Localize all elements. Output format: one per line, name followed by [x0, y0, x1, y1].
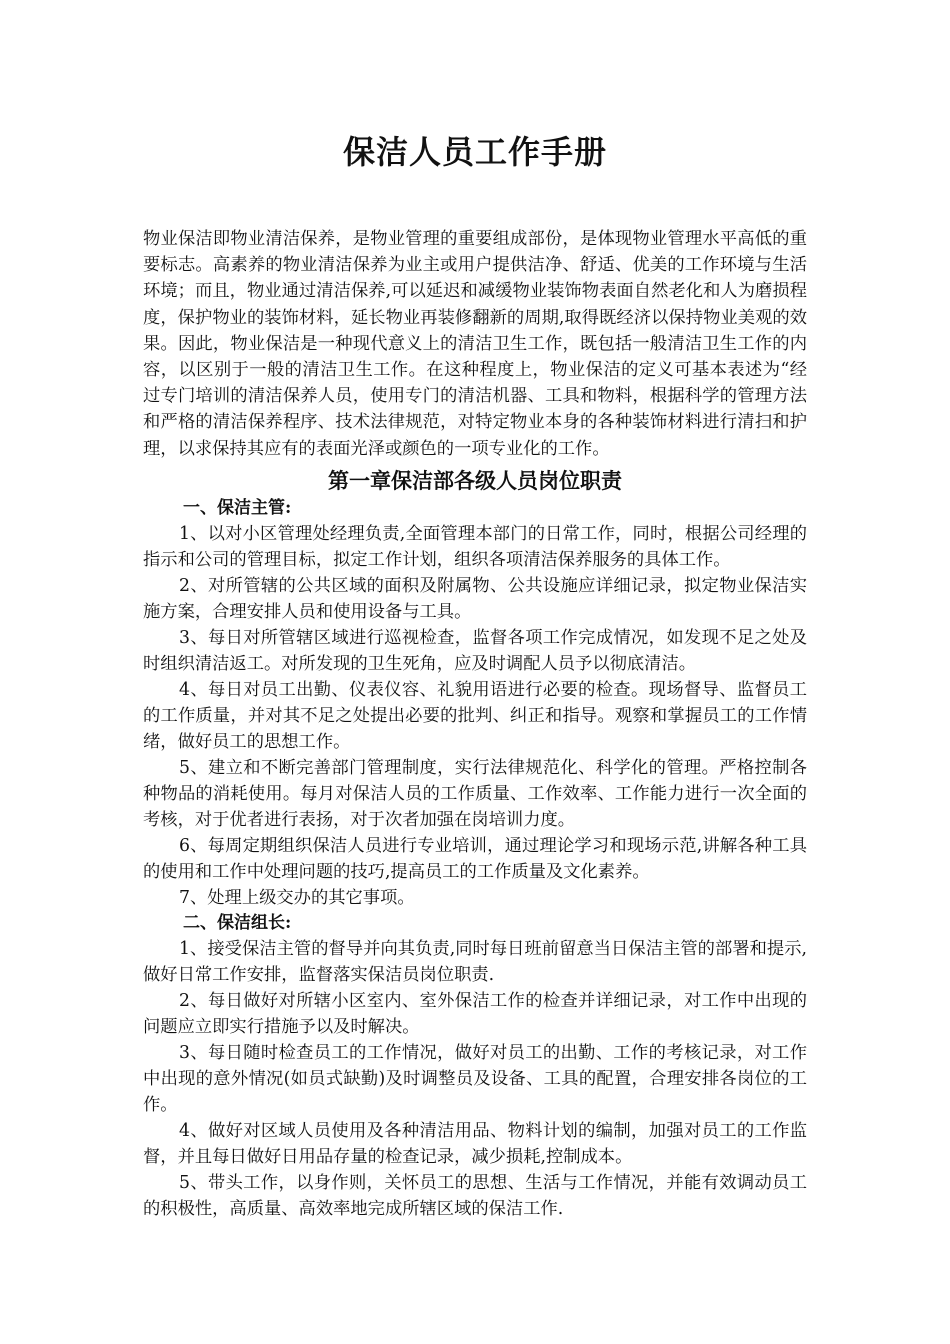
chapter-title: 第一章保洁部各级人员岗位职责 [328, 467, 622, 493]
duty-item: 2、每日做好对所辖小区室内、室外保洁工作的检查并详细记录，对工作中出现的问题应立即实行措施予以及时解决。 [143, 990, 807, 1037]
duty-item: 2、对所管辖的公共区域的面积及附属物、公共设施应详细记录，拟定物业保洁实施方案，合理安排人员和使用设备与工具。 [143, 575, 807, 622]
duty-item: 5、建立和不断完善部门管理制度，实行法律规范化、科学化的管理。严格控制各种物品的消耗使用。每月对保洁人员的工作质量、工作效率、工作能力进行一次全面的考核，对于优者进行表扬，对于次者加强在岗培训力度。 [143, 757, 807, 830]
section-heading: 一、保洁主管: [183, 497, 292, 518]
duty-item: 1、接受保洁主管的督导并向其负责,同时每日班前留意当日保洁主管的部署和提示,做好日常工作安排，监督落实保洁员岗位职责. [143, 938, 807, 985]
duty-item: 6、每周定期组织保洁人员进行专业培训，通过理论学习和现场示范,讲解各种工具的使用和工作中处理问题的技巧,提高员工的工作质量及文化素养。 [143, 835, 807, 882]
section-heading: 二、保洁组长: [183, 912, 292, 933]
duty-item: 5、带头工作，以身作则，关怀员工的思想、生活与工作情况，并能有效调动员工的积极性，高质量、高效率地完成所辖区域的保洁工作. [143, 1172, 807, 1219]
duty-item: 3、每日随时检查员工的工作情况，做好对员工的出勤、工作的考核记录，对工作中出现的意外情况(如员式缺勤)及时调整员及设备、工具的配置，合理安排各岗位的工作。 [143, 1042, 807, 1115]
section-supervisor [143, 496, 807, 911]
duty-item: 4、做好对区域人员使用及各种清洁用品、物料计划的编制，加强对员工的工作监督，并且每日做好日用品存量的检查记录，减少损耗,控制成本。 [143, 1120, 807, 1167]
section-team-leader [143, 911, 807, 1222]
document-page [143, 0, 807, 1222]
duty-item: 1、以对小区管理处经理负责,全面管理本部门的日常工作，同时，根据公司经理的指示和公司的管理目标，拟定工作计划，组织各项清洁保养服务的具体工作。 [143, 523, 807, 570]
duty-item: 7、处理上级交办的其它事项。 [179, 887, 415, 908]
duty-item: 3、每日对所管辖区域进行巡视检查，监督各项工作完成情况，如发现不足之处及时组织清洁返工。对所发现的卫生死角，应及时调配人员予以彻底清洁。 [143, 627, 807, 674]
intro-paragraph: 物业保洁即物业清洁保养，是物业管理的重要组成部份，是体现物业管理水平高低的重要标志。高素养的物业清洁保养为业主或用户提供洁净、舒适、优美的工作环境与生活环境；而且，物业通过清洁保养,可以延迟和减缓物业装饰物表面自然老化和人为磨损程度，保护物业的装饰材料，延长物业再装修翻新的周期,取得既经济以保持物业美观的效果。因此，物业保洁是一种现代意义上的清洁卫生工作，既包括一般清洁卫生工作的内容，以区别于一般的清洁卫生工作。在这种程度上，物业保洁的定义可基本表述为“经过专门培训的清洁保养人员，使用专门的清洁机器、工具和物料，根据科学的管理方法和严格的清洁保养程序、技术法律规范，对特定物业本身的各种装饰材料进行清扫和护理，以求保持其应有的表面光泽或颜色的一项专业化的工作。 [143, 229, 807, 459]
duty-item: 4、每日对员工出勤、仪表仪容、礼貌用语进行必要的检查。现场督导、监督员工的工作质量，并对其不足之处提出必要的批判、纠正和指导。观察和掌握员工的工作情绪，做好员工的思想工作。 [143, 679, 807, 752]
document-title: 保洁人员工作手册 [342, 133, 607, 171]
